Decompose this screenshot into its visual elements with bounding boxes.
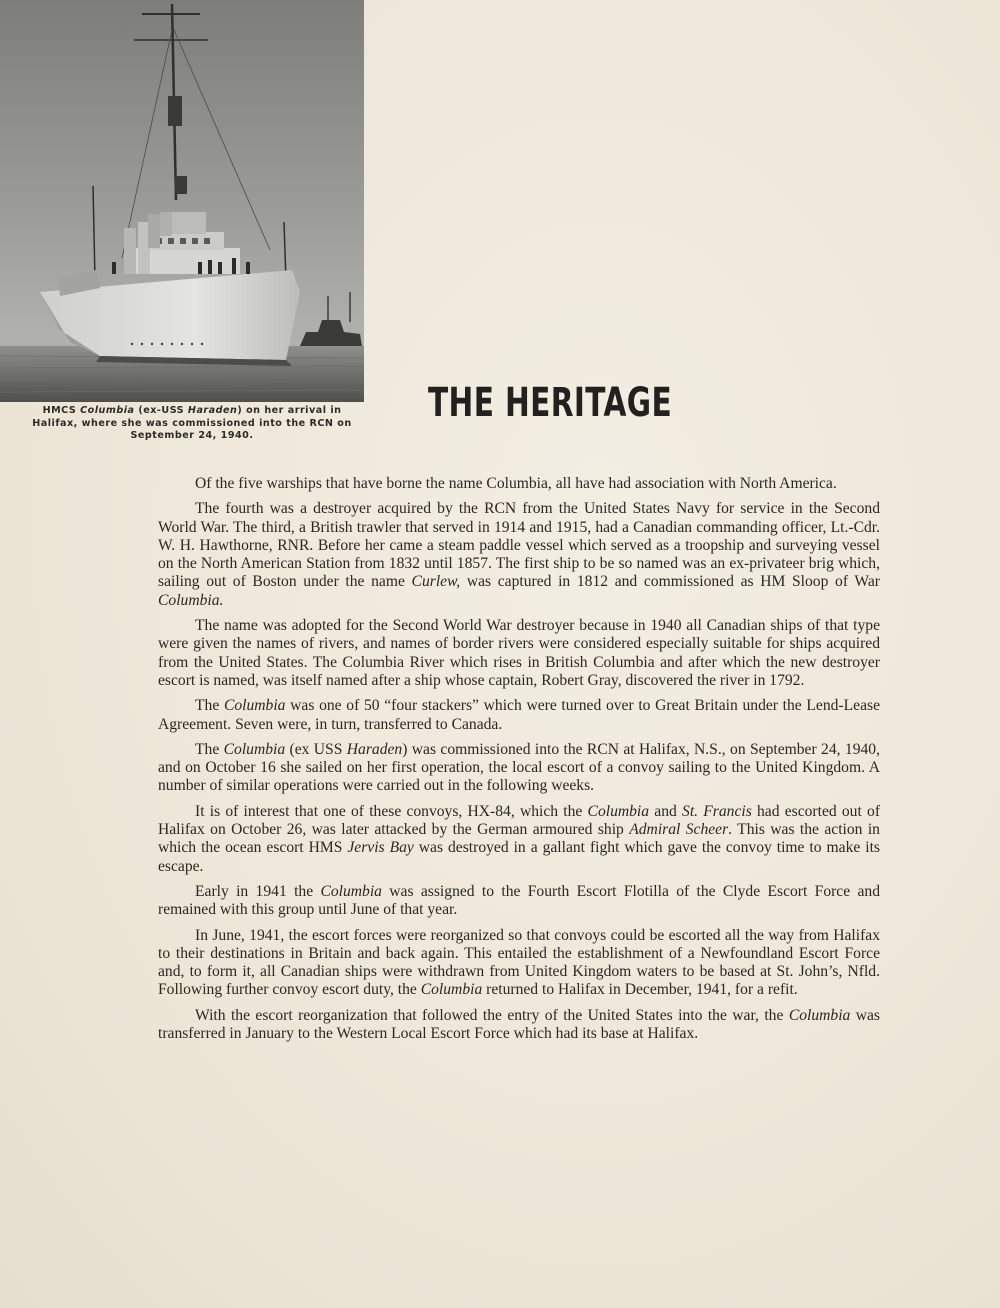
paragraph-text: was one of 50 “four stackers” which were turned over to Great Britain under the Lend-Lease Agreement. Seven were, in turn, transferred to Canada.	[158, 697, 880, 733]
caption-text: HMCS	[42, 405, 81, 416]
paragraph-text: was destroyed in a gallant fight which gave the convoy time to make its escape.	[158, 839, 880, 875]
paragraph	[158, 697, 880, 734]
paragraph-text: The	[195, 697, 224, 715]
paragraph-text: returned to Halifax in December, 1941, for a refit.	[482, 981, 798, 999]
paragraph-text: It is of interest that one of these convoys, HX-84, which the	[195, 802, 588, 820]
paragraph	[158, 475, 880, 493]
paragraph	[158, 741, 880, 796]
italic-text: Columbia.	[158, 591, 224, 609]
paragraph-text: ) was commissioned into the RCN at Halifax, N.S., on September 24, 1940, and on October 16 she sailed on her first operation, the local escort of a convoy sailing to the United Kingdom. A number of similar operations were carried out in the following weeks.	[158, 740, 880, 795]
paragraph	[158, 500, 880, 610]
paragraph	[158, 927, 880, 1000]
paragraph-text: Early in 1941 the	[195, 882, 321, 900]
italic-text: Columbia	[320, 882, 382, 900]
paragraph-text: was assigned to the Fourth Escort Flotilla of the Clyde Escort Force and remained with this group until June of that year.	[158, 882, 880, 919]
paragraph-text: The name was adopted for the Second World War destroyer because in 1940 all Canadian ships of that type were given the names of rivers, and names of border rivers were considered especially suitable for ships acquired from the United States. The Columbia River which rises in British Columbia and after which the new destroyer escort is named, was itself named after a ship whose captain, Robert Gray, discovered the river in 1792.	[158, 617, 880, 689]
paragraph	[158, 883, 880, 920]
paragraph-text: The fourth was a destroyer acquired by the RCN from the United States Navy for service in the Second World War. The third, a British trawler that served in 1914 and 1915, had a Canadian commanding officer, Lt.-Cdr. W. H. Hawthorne, RNR. Before her came a steam paddle vessel which served as a troopship and surveying vessel on the North American Station from 1832 until 1857. The first ship to be so named was an ex-privateer brig which, sailing out of Boston under the name	[158, 500, 880, 591]
italic-text: Columbia	[223, 697, 286, 715]
paragraph	[158, 1007, 880, 1044]
article-body	[158, 475, 880, 1050]
paragraph-text: was transferred in January to the Western Local Escort Force which had its base at Halifax.	[158, 1006, 880, 1043]
paragraph-text: With the escort reorganization that followed the entry of the United States into the war, the	[195, 1006, 789, 1024]
italic-text: St. Francis	[682, 802, 752, 820]
italic-text: Columbia	[788, 1006, 851, 1024]
paragraph-text: was captured in 1812 and commissioned as HM Sloop of War	[460, 573, 880, 591]
paragraph	[158, 617, 880, 690]
paragraph	[158, 803, 880, 876]
caption-former-name: Haraden	[187, 405, 238, 416]
paragraph-text: (ex USS	[285, 740, 347, 758]
italic-text: Columbia	[223, 740, 286, 758]
ship-photo	[0, 0, 364, 402]
caption-ship-name: Columbia	[80, 405, 135, 416]
paragraph-text: The	[195, 740, 224, 758]
paragraph-text: . This was the action in which the ocean escort HMS	[158, 821, 880, 857]
italic-text: Jervis Bay	[347, 839, 414, 857]
page-title: THE HERITAGE	[428, 380, 673, 426]
caption-text: (ex-USS	[134, 405, 188, 416]
caption-text: ) on her arrival in Halifax, where she was commissioned into the RCN on September 24, 1940.	[32, 405, 352, 441]
paragraph-text: had escorted out of Halifax on October 26, was later attacked by the German armoured ship	[158, 802, 881, 839]
italic-text: Columbia	[587, 802, 650, 820]
paragraph-text: and	[649, 802, 683, 820]
italic-text: Admiral Scheer	[629, 821, 729, 839]
italic-text: Columbia	[420, 981, 483, 999]
photo-caption	[22, 405, 362, 443]
italic-text: Curlew,	[411, 573, 461, 591]
paragraph-text: In June, 1941, the escort forces were reorganized so that convoys could be escorted all the way from Halifax to their destinations in Britain and back again. This entailed the establishment of a Newfoundland Escort Force and, to form it, all Canadian ships were withdrawn from United Kingdom waters to be based at St. John’s, Nfld. Following further convoy escort duty, the	[158, 926, 880, 999]
italic-text: Haraden	[346, 740, 403, 758]
paragraph-text: Of the five warships that have borne the name Columbia, all have had association with North America.	[195, 475, 837, 492]
